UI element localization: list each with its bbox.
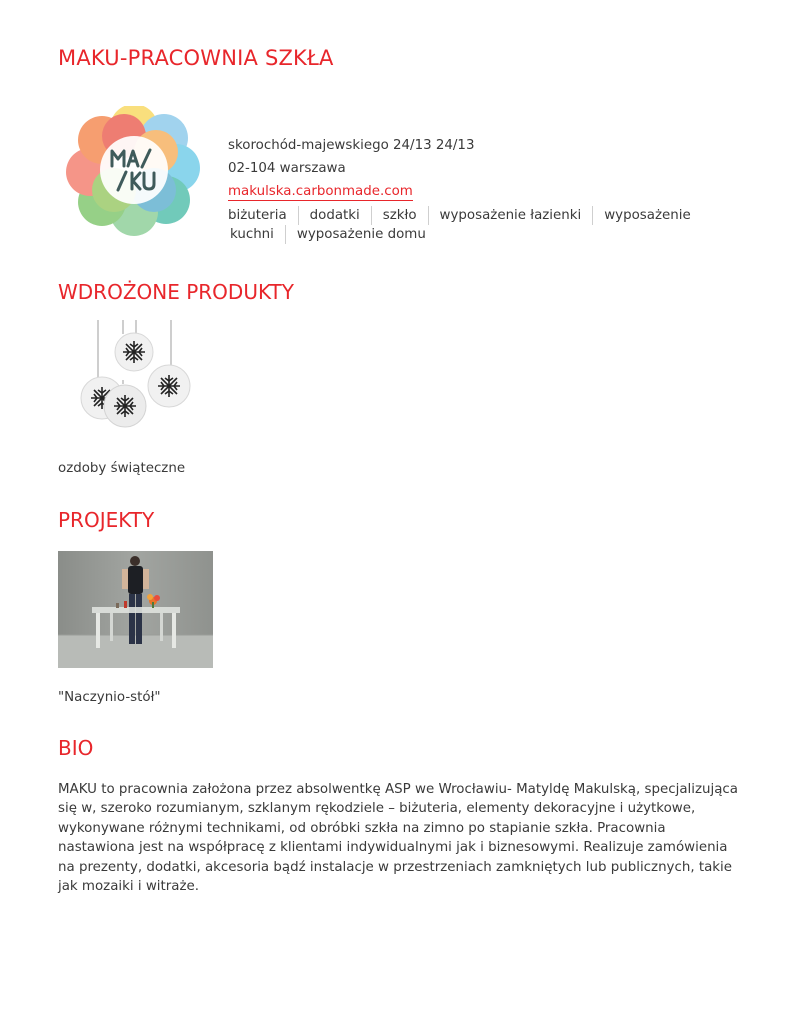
tag-wyposazenie-domu[interactable]: wyposażenie domu	[285, 225, 437, 244]
maku-logo	[66, 106, 202, 236]
products-heading: WDROŻONE PRODUKTY	[58, 280, 294, 304]
category-tags	[228, 206, 728, 244]
website-link[interactable]: makulska.carbonmade.com	[228, 184, 413, 199]
bio-text: MAKU to pracownia założona przez absolwentkę ASP we Wrocławiu- Matyldę Makulską, specjalizująca się w, szeroko rozumianym, szklanym rękodziele – biżuteria, elementy dekoracyjne i użytkowe, wykonywane różnymi technikami, od obróbki szkła na zimno po stapianie szkła. Pracownia nastawiona jest na współpracę z klientami indywidualnymi jak i biznesowymi. Realizuje zamówienia na prezenty, dodatki, akcesoria bądź instalacje w przestrzeniach zamkniętych lub publicznych, takie jak mozaiki i witraże.	[58, 782, 738, 895]
tag-wyposazenie-lazienki[interactable]: wyposażenie łazienki	[428, 206, 593, 225]
bio-heading: BIO	[58, 736, 94, 760]
tag-wyposazenie[interactable]: wyposażenie	[592, 206, 701, 225]
address: skorochód-majewskiego 24/13 24/13	[228, 138, 475, 153]
tag-dodatki[interactable]: dodatki	[298, 206, 371, 225]
contact-block	[228, 134, 474, 203]
tag-bizuteria[interactable]: biżuteria	[228, 208, 287, 223]
tag-szklo[interactable]: szkło	[371, 206, 428, 225]
projects-heading: PROJEKTY	[58, 508, 155, 532]
page-title: MAKU-PRACOWNIA SZKŁA	[58, 46, 334, 70]
product-caption: ozdoby świąteczne	[58, 461, 186, 476]
city: 02-104 warszawa	[228, 161, 346, 176]
project-caption: "Naczynio-stół"	[58, 690, 161, 705]
project-photo[interactable]	[58, 551, 213, 668]
ornaments-image[interactable]	[76, 320, 196, 432]
tag-kuchni[interactable]: kuchni	[230, 227, 274, 242]
